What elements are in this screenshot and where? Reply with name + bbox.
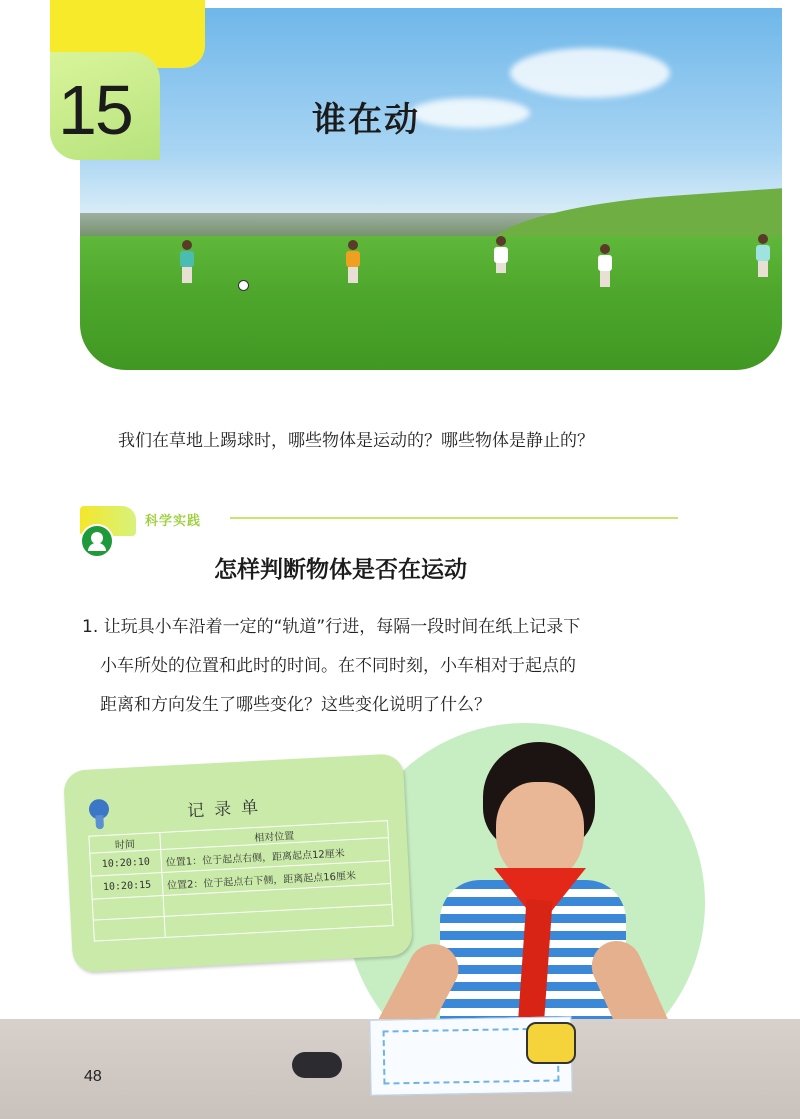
- record-table: [88, 820, 393, 942]
- instruction-line-2: 小车所处的位置和此时的时间。在不同时刻，小车相对于起点的: [100, 656, 576, 676]
- section-label: 科学实践: [145, 514, 202, 529]
- stopwatch: [292, 1052, 342, 1078]
- instruction-line-1: 1. 让玩具小车沿着一定的“轨道”行进，每隔一段时间在纸上记录下: [82, 617, 581, 637]
- row-time: 10:20:10: [90, 850, 162, 877]
- toy-car: [526, 1022, 576, 1064]
- record-card: [63, 753, 413, 973]
- section-heading: 怎样判断物体是否在运动: [214, 557, 467, 583]
- page-number: 48: [84, 1068, 102, 1085]
- row-time: 10:20:15: [91, 872, 163, 899]
- lesson-title: 谁在动: [312, 100, 420, 140]
- girl-face: [496, 782, 584, 882]
- intro-question: 我们在草地上踢球时，哪些物体是运动的？哪些物体是静止的？: [118, 431, 594, 451]
- row-position: 位置2：位于起点右下侧，距离起点16厘米: [162, 861, 391, 896]
- section-divider: [230, 517, 678, 519]
- instruction-line-3: 距离和方向发生了哪些变化？这些变化说明了什么？: [100, 695, 491, 715]
- person-icon: [80, 524, 114, 558]
- row-position: 位置1：位于起点右侧，距离起点12厘米: [161, 838, 390, 873]
- column-header-time: 时间: [89, 833, 161, 854]
- record-card-title: 记录单: [186, 797, 269, 822]
- lesson-number: 15: [58, 71, 132, 149]
- column-header-position: 相对位置: [160, 821, 389, 850]
